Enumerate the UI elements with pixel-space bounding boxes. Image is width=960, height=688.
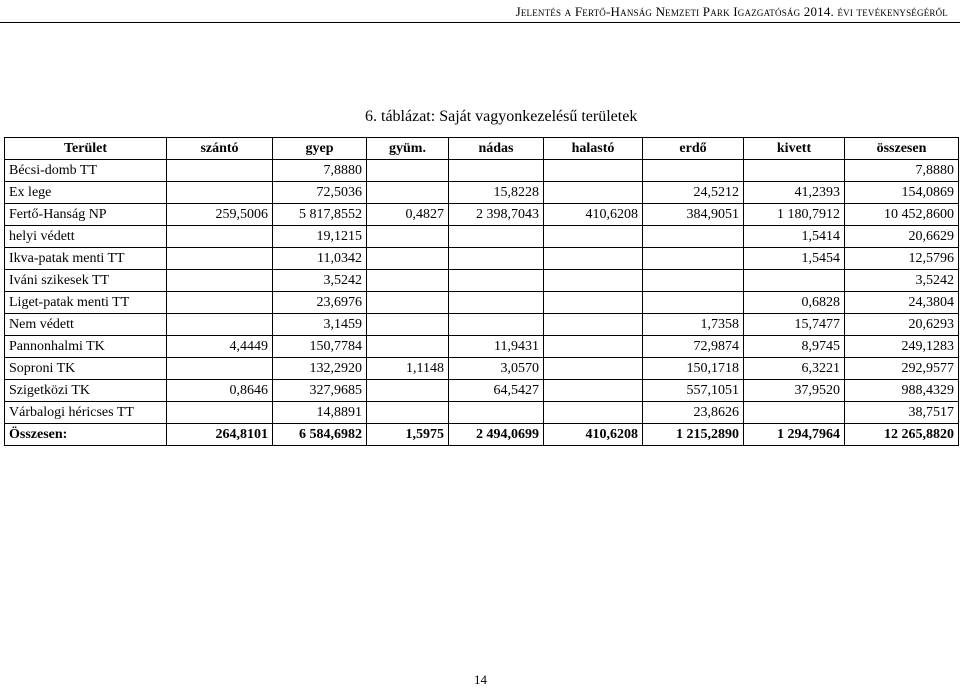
value-cell: 1 215,2890: [643, 424, 744, 446]
value-cell: 0,4827: [367, 204, 449, 226]
value-cell: [449, 270, 544, 292]
header-erdo: erdő: [643, 138, 744, 160]
row-label-cell: Összesen:: [5, 424, 167, 446]
land-management-table: [4, 137, 959, 446]
page-number: 14: [474, 672, 487, 687]
value-cell: 24,5212: [643, 182, 744, 204]
value-cell: [544, 226, 643, 248]
header-terulet: Terület: [5, 138, 167, 160]
header-osszesen: összesen: [845, 138, 959, 160]
table-row: [5, 182, 959, 204]
table-row: [5, 270, 959, 292]
value-cell: 150,1718: [643, 358, 744, 380]
value-cell: 6,3221: [744, 358, 845, 380]
value-cell: 23,8626: [643, 402, 744, 424]
value-cell: [744, 402, 845, 424]
value-cell: [167, 358, 273, 380]
value-cell: [167, 182, 273, 204]
header-nadas: nádas: [449, 138, 544, 160]
value-cell: [449, 292, 544, 314]
table-row: [5, 248, 959, 270]
value-cell: [367, 336, 449, 358]
value-cell: [167, 270, 273, 292]
header-halasto: halastó: [544, 138, 643, 160]
value-cell: [643, 292, 744, 314]
value-cell: 3,1459: [273, 314, 367, 336]
table-row: [5, 402, 959, 424]
header-szanto: szántó: [167, 138, 273, 160]
value-cell: 0,6828: [744, 292, 845, 314]
value-cell: 3,0570: [449, 358, 544, 380]
value-cell: 8,9745: [744, 336, 845, 358]
value-cell: 1,5454: [744, 248, 845, 270]
value-cell: [367, 380, 449, 402]
value-cell: 259,5006: [167, 204, 273, 226]
value-cell: [544, 314, 643, 336]
value-cell: [367, 292, 449, 314]
value-cell: [449, 314, 544, 336]
value-cell: 384,9051: [643, 204, 744, 226]
value-cell: [544, 336, 643, 358]
value-cell: [643, 248, 744, 270]
value-cell: 72,5036: [273, 182, 367, 204]
value-cell: 19,1215: [273, 226, 367, 248]
value-cell: 132,2920: [273, 358, 367, 380]
row-label-cell: Iváni szikesek TT: [5, 270, 167, 292]
value-cell: 5 817,8552: [273, 204, 367, 226]
row-label-cell: Nem védett: [5, 314, 167, 336]
header-kivett: kivett: [744, 138, 845, 160]
total-row: [5, 424, 959, 446]
table-row: [5, 204, 959, 226]
value-cell: [544, 292, 643, 314]
table-row: [5, 336, 959, 358]
value-cell: 23,6976: [273, 292, 367, 314]
value-cell: [367, 314, 449, 336]
value-cell: 2 494,0699: [449, 424, 544, 446]
value-cell: 327,9685: [273, 380, 367, 402]
value-cell: [367, 248, 449, 270]
value-cell: [643, 160, 744, 182]
row-label-cell: Bécsi-domb TT: [5, 160, 167, 182]
value-cell: 15,7477: [744, 314, 845, 336]
value-cell: [544, 402, 643, 424]
value-cell: 1,5414: [744, 226, 845, 248]
value-cell: [643, 226, 744, 248]
table-row: [5, 226, 959, 248]
value-cell: 12 265,8820: [845, 424, 959, 446]
table-row: [5, 292, 959, 314]
value-cell: 7,8880: [845, 160, 959, 182]
value-cell: 988,4329: [845, 380, 959, 402]
value-cell: 41,2393: [744, 182, 845, 204]
value-cell: 150,7784: [273, 336, 367, 358]
value-cell: 64,5427: [449, 380, 544, 402]
value-cell: [167, 402, 273, 424]
value-cell: [544, 182, 643, 204]
value-cell: [367, 270, 449, 292]
row-label-cell: Várbalogi héricses TT: [5, 402, 167, 424]
value-cell: [744, 270, 845, 292]
value-cell: 2 398,7043: [449, 204, 544, 226]
value-cell: 0,8646: [167, 380, 273, 402]
value-cell: 1,1148: [367, 358, 449, 380]
value-cell: [367, 402, 449, 424]
value-cell: 24,3804: [845, 292, 959, 314]
running-header: Jelentés a Fertő-Hanság Nemzeti Park Igazgatóság 2014. évi tevékenységéről: [515, 4, 948, 19]
header-gyum: gyüm.: [367, 138, 449, 160]
value-cell: 1,7358: [643, 314, 744, 336]
value-cell: 410,6208: [544, 424, 643, 446]
value-cell: 12,5796: [845, 248, 959, 270]
value-cell: 3,5242: [845, 270, 959, 292]
value-cell: 1 180,7912: [744, 204, 845, 226]
table-row: [5, 358, 959, 380]
value-cell: [167, 314, 273, 336]
value-cell: [167, 160, 273, 182]
value-cell: 3,5242: [273, 270, 367, 292]
value-cell: [544, 160, 643, 182]
value-cell: [544, 270, 643, 292]
row-label-cell: Ex lege: [5, 182, 167, 204]
value-cell: [367, 160, 449, 182]
value-cell: 11,9431: [449, 336, 544, 358]
value-cell: 557,1051: [643, 380, 744, 402]
header-rule: [0, 22, 960, 23]
value-cell: 249,1283: [845, 336, 959, 358]
value-cell: 154,0869: [845, 182, 959, 204]
value-cell: 37,9520: [744, 380, 845, 402]
row-label-cell: Liget-patak menti TT: [5, 292, 167, 314]
value-cell: 10 452,8600: [845, 204, 959, 226]
value-cell: [167, 248, 273, 270]
table-caption: 6. táblázat: Saját vagyonkezelésű területek: [365, 108, 638, 125]
value-cell: 7,8880: [273, 160, 367, 182]
value-cell: [167, 292, 273, 314]
table-row: [5, 160, 959, 182]
header-gyep: gyep: [273, 138, 367, 160]
value-cell: 11,0342: [273, 248, 367, 270]
value-cell: 6 584,6982: [273, 424, 367, 446]
value-cell: [643, 270, 744, 292]
row-label-cell: Soproni TK: [5, 358, 167, 380]
value-cell: 410,6208: [544, 204, 643, 226]
row-label-cell: helyi védett: [5, 226, 167, 248]
value-cell: 1,5975: [367, 424, 449, 446]
value-cell: 15,8228: [449, 182, 544, 204]
row-label-cell: Fertő-Hanság NP: [5, 204, 167, 226]
table-row: [5, 380, 959, 402]
value-cell: [449, 226, 544, 248]
table-row: [5, 314, 959, 336]
value-cell: 4,4449: [167, 336, 273, 358]
value-cell: 20,6293: [845, 314, 959, 336]
row-label-cell: Pannonhalmi TK: [5, 336, 167, 358]
table-body: [5, 160, 959, 446]
value-cell: 14,8891: [273, 402, 367, 424]
value-cell: 38,7517: [845, 402, 959, 424]
value-cell: [449, 160, 544, 182]
value-cell: [167, 226, 273, 248]
value-cell: [744, 160, 845, 182]
value-cell: 72,9874: [643, 336, 744, 358]
value-cell: [449, 248, 544, 270]
value-cell: [367, 226, 449, 248]
value-cell: 1 294,7964: [744, 424, 845, 446]
value-cell: 264,8101: [167, 424, 273, 446]
row-label-cell: Ikva-patak menti TT: [5, 248, 167, 270]
value-cell: [449, 402, 544, 424]
value-cell: [544, 358, 643, 380]
value-cell: 20,6629: [845, 226, 959, 248]
value-cell: 292,9577: [845, 358, 959, 380]
row-label-cell: Szigetközi TK: [5, 380, 167, 402]
value-cell: [544, 380, 643, 402]
header-row: [5, 138, 959, 160]
value-cell: [544, 248, 643, 270]
value-cell: [367, 182, 449, 204]
